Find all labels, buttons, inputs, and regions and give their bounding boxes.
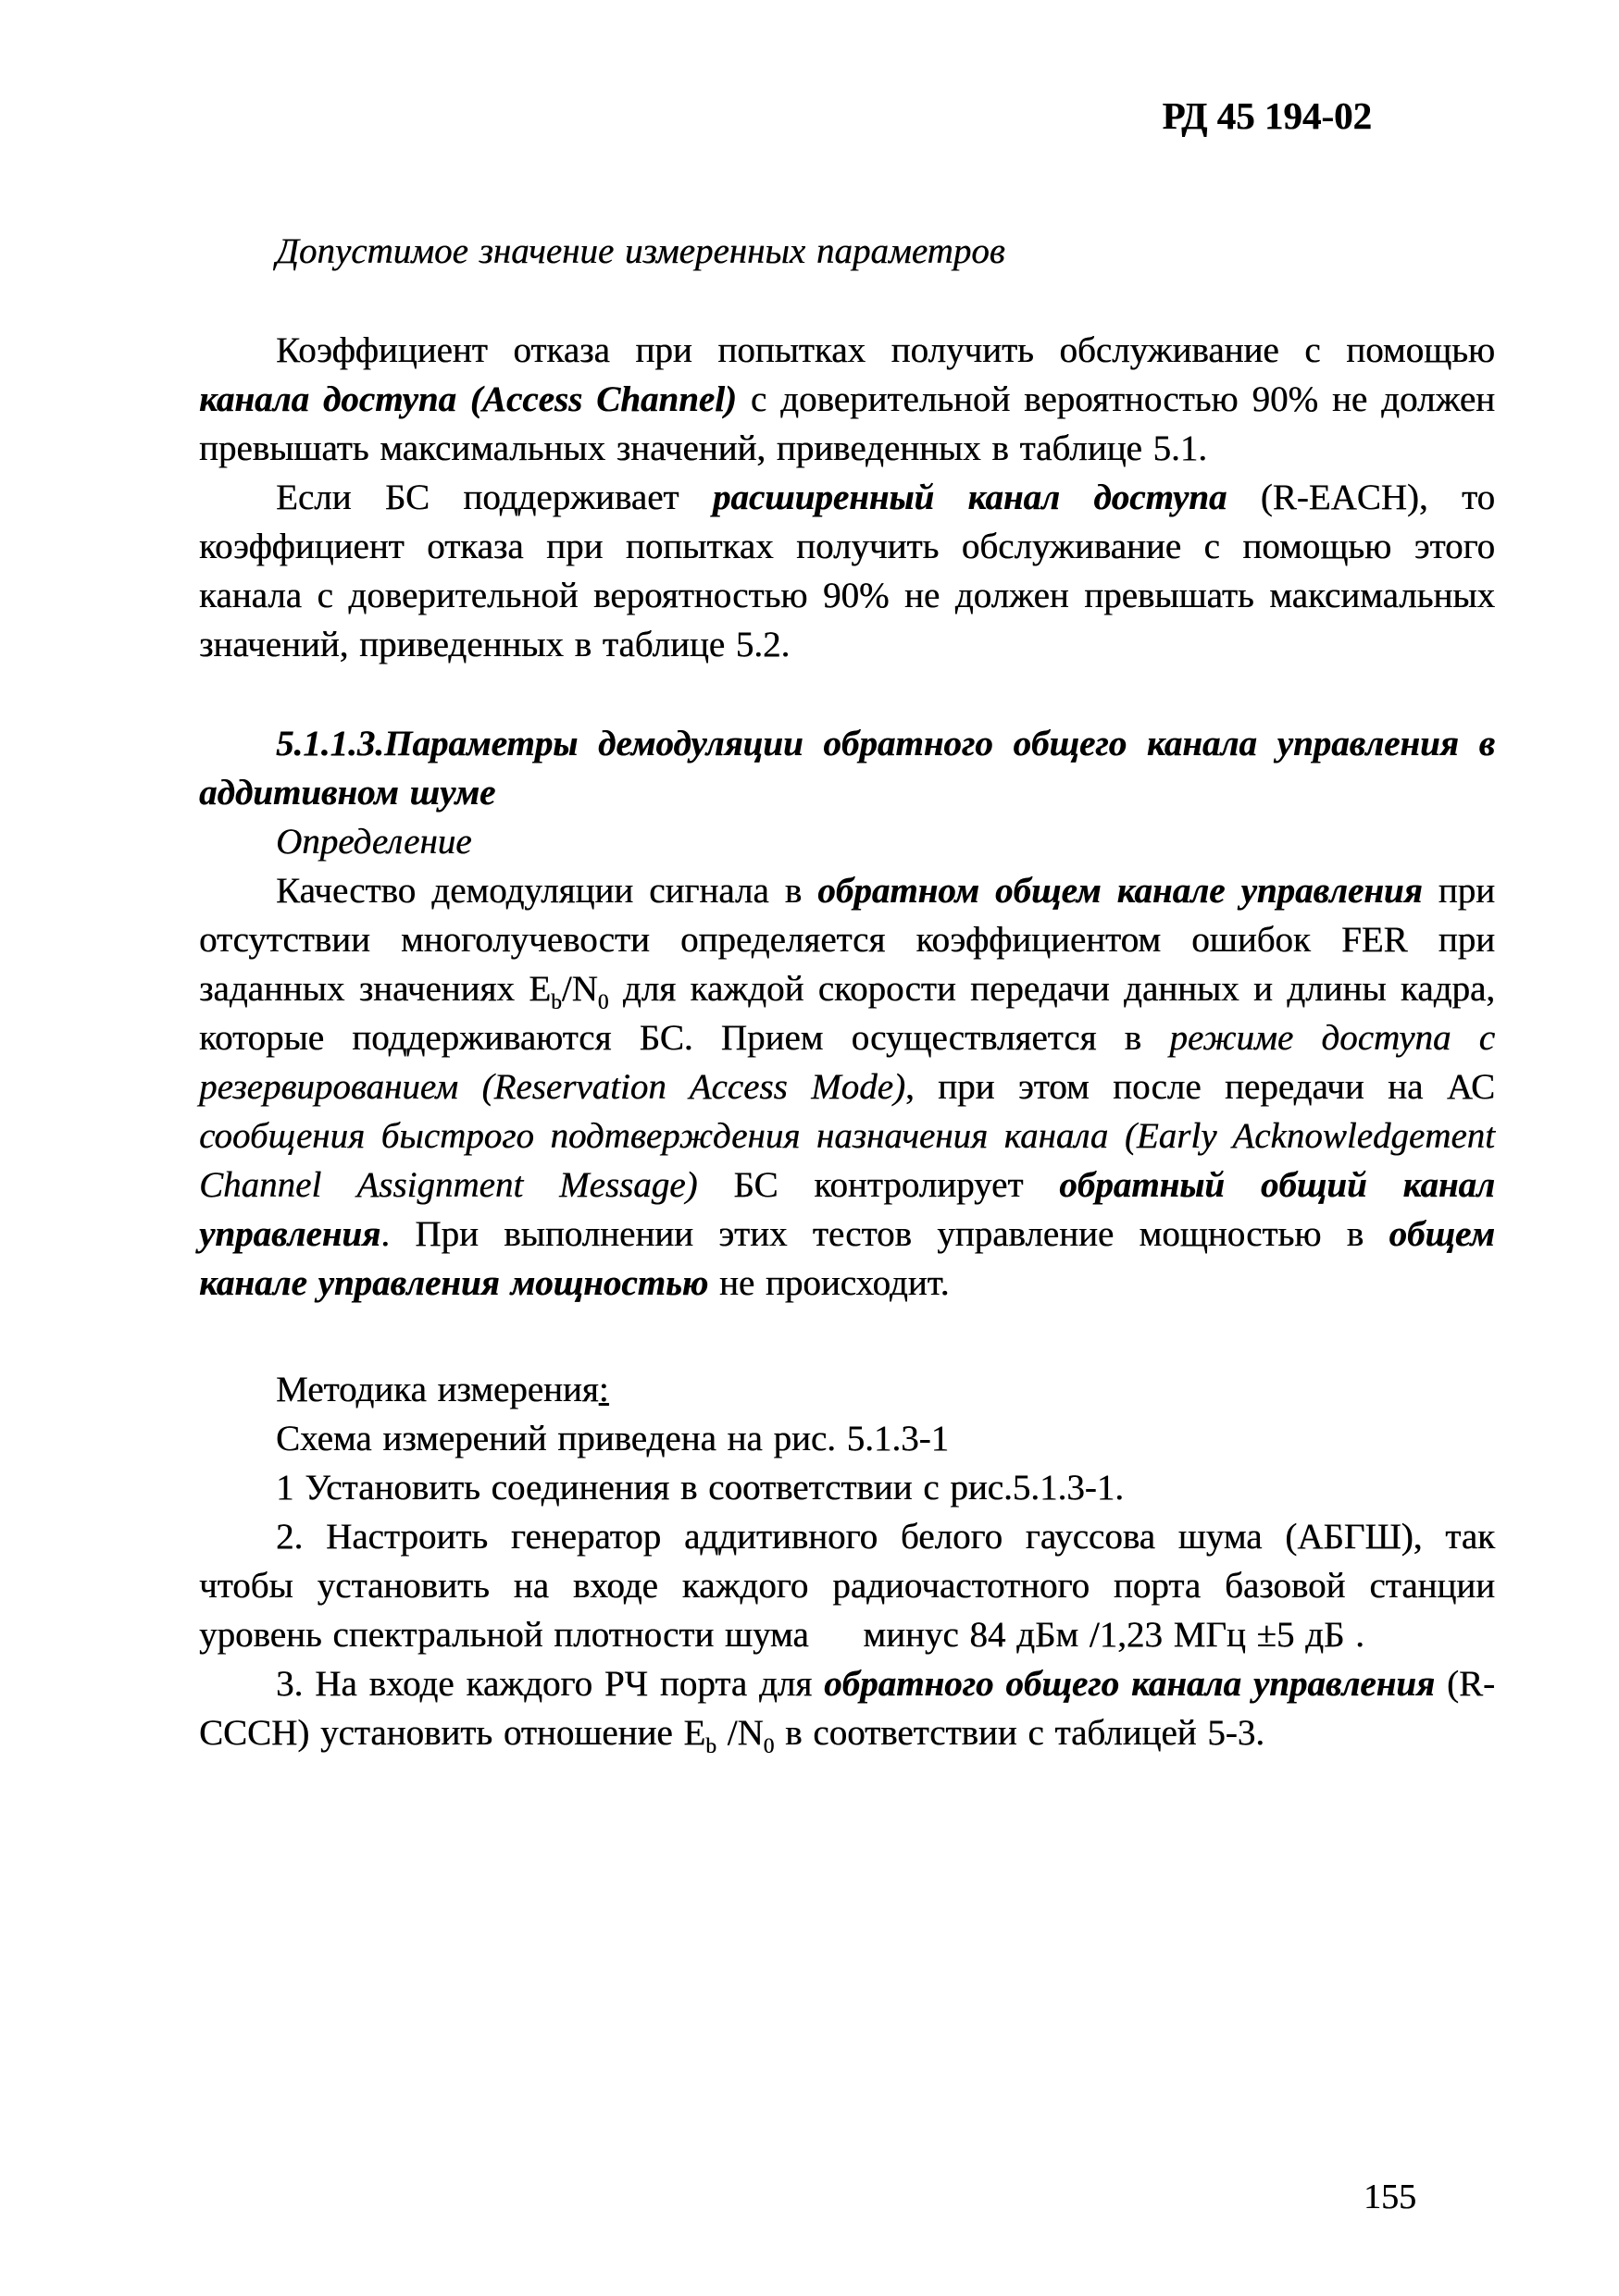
method-step-3: 3. На входе каждого РЧ порта для обратного общего канала управления (R-CCCH) установить отношение $E_b$ $/N_0$ в соответствии с таблицей 5-3. <box>199 1664 1495 1758</box>
definition-label: Определение <box>276 822 472 862</box>
subtitle-allowed-values: Допустимое значение измеренных параметров <box>276 231 1005 271</box>
section-heading-5-1-1-3: 5.1.1.3.Параметры демодуляции обратного общего канала управления в аддитивном шуме <box>199 724 1495 813</box>
para-reach-failure: Если БС поддерживает расширенный канал доступа (R-EACH), то коэффициент отказа при попытках получить обслуживание с помощью этого канала с доверительной вероятностью 90% не должен превышать максимальных значений, приведенных в таблице 5.2. <box>199 478 1496 664</box>
para-access-channel-failure: Коэффициент отказа при попытках получить обслуживание с помощью канала доступа (Access Channel) с доверительной вероятностью 90% не должен превышать максимальных значений, приведенных в таблице 5.1. <box>199 330 1495 468</box>
doc-code-header: РД 45 194-02 <box>1162 94 1372 137</box>
page-content <box>0 227 1619 1757</box>
method-scheme-line: Схема измерений приведена на рис. 5.1.3-1 <box>276 1419 950 1458</box>
page-number: 155 <box>1364 2178 1416 2216</box>
method-step-1: 1 Установить соединения в соответствии с рис.5.1.3-1. <box>276 1468 1124 1508</box>
method-title: Методика измерения: <box>276 1370 609 1409</box>
para-demodulation-quality: Качество демодуляции сигнала в обратном общем канале управления при отсутствии многолучевости определяется коэффициентом ошибок FER при заданных значениях $E_b/N_0$ для каждой скорости передачи данных и длины кадра, которые поддерживаются БС. Прием осуществляется в режиме доступа с резервированием (Reservation Access Mode), при этом после передачи на АС сообщения быстрого подтверждения назначения канала (Early Acknowledgement Channel Assignment Message) БС контролирует обратный общий канал управления. При выполнении этих тестов управление мощностью в общем канале управления мощностью не происходит. <box>199 871 1496 1303</box>
method-step-2: 2. Настроить генератор аддитивного белого гауссова шума (АБГШ), так чтобы установить на входе каждого радиочастотного порта базовой станции уровень спектральной плотности шума минус 84 дБм /1,23 МГц ±5 дБ . <box>199 1517 1495 1655</box>
